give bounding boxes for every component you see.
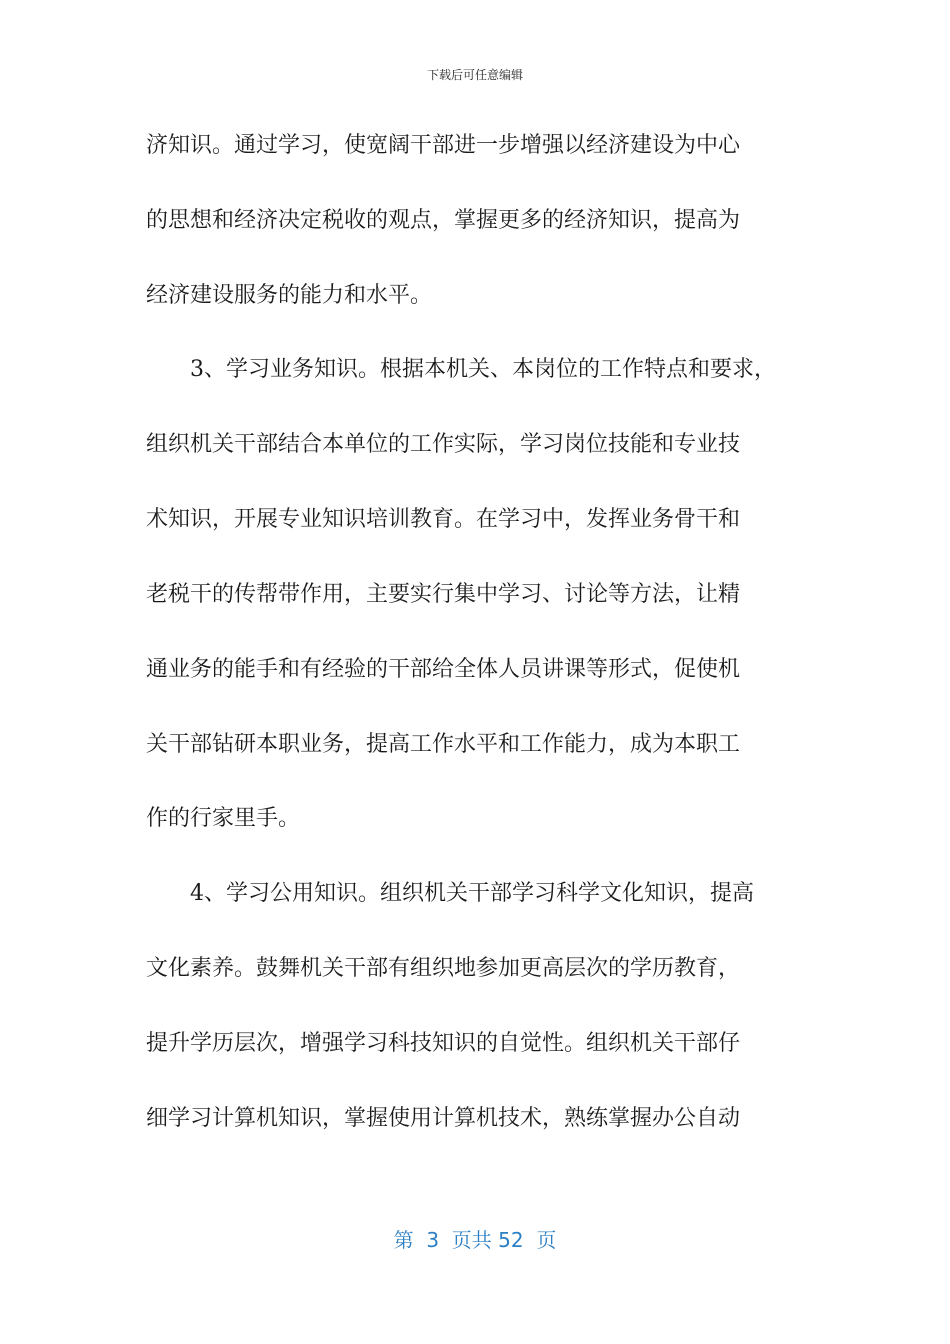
body-line: 关干部钻研本职业务，提高工作水平和工作能力，成为本职工 — [146, 732, 741, 757]
body-line: 老税干的传帮带作用，主要实行集中学习、讨论等方法，让精 — [146, 582, 741, 607]
body-line: 文化素养。鼓舞机关干部有组织地参加更高层次的学历教育， — [146, 956, 741, 981]
paragraph-4-first-line: 4、学习公用知识。组织机关干部学习科学文化知识，提高 — [190, 881, 754, 906]
body-line: 通业务的能手和有经验的干部给全体人员讲课等形式，促使机 — [146, 657, 741, 682]
body-line: 经济建设服务的能力和水平。 — [146, 283, 433, 308]
body-line: 济知识。通过学习，使宽阔干部进一步增强以经济建设为中心 — [146, 133, 741, 158]
body-line: 细学习计算机知识，掌握使用计算机技术，熟练掌握办公自动 — [146, 1106, 741, 1131]
body-line: 作的行家里手。 — [146, 806, 301, 831]
paragraph-3-first-line: 3、学习业务知识。根据本机关、本岗位的工作特点和要求， — [190, 357, 776, 382]
body-line: 组织机关干部结合本单位的工作实际，学习岗位技能和专业技 — [146, 432, 741, 457]
body-line: 提升学历层次，增强学习科技知识的自觉性。组织机关干部仔 — [146, 1031, 741, 1056]
body-line: 的思想和经济决定税收的观点，掌握更多的经济知识，提高为 — [146, 208, 741, 233]
body-line: 术知识，开展专业知识培训教育。在学习中，发挥业务骨干和 — [146, 507, 741, 532]
header-note: 下载后可任意编辑 — [426, 68, 523, 82]
page-number: 第 3 页共 52 页 — [393, 1228, 557, 1252]
